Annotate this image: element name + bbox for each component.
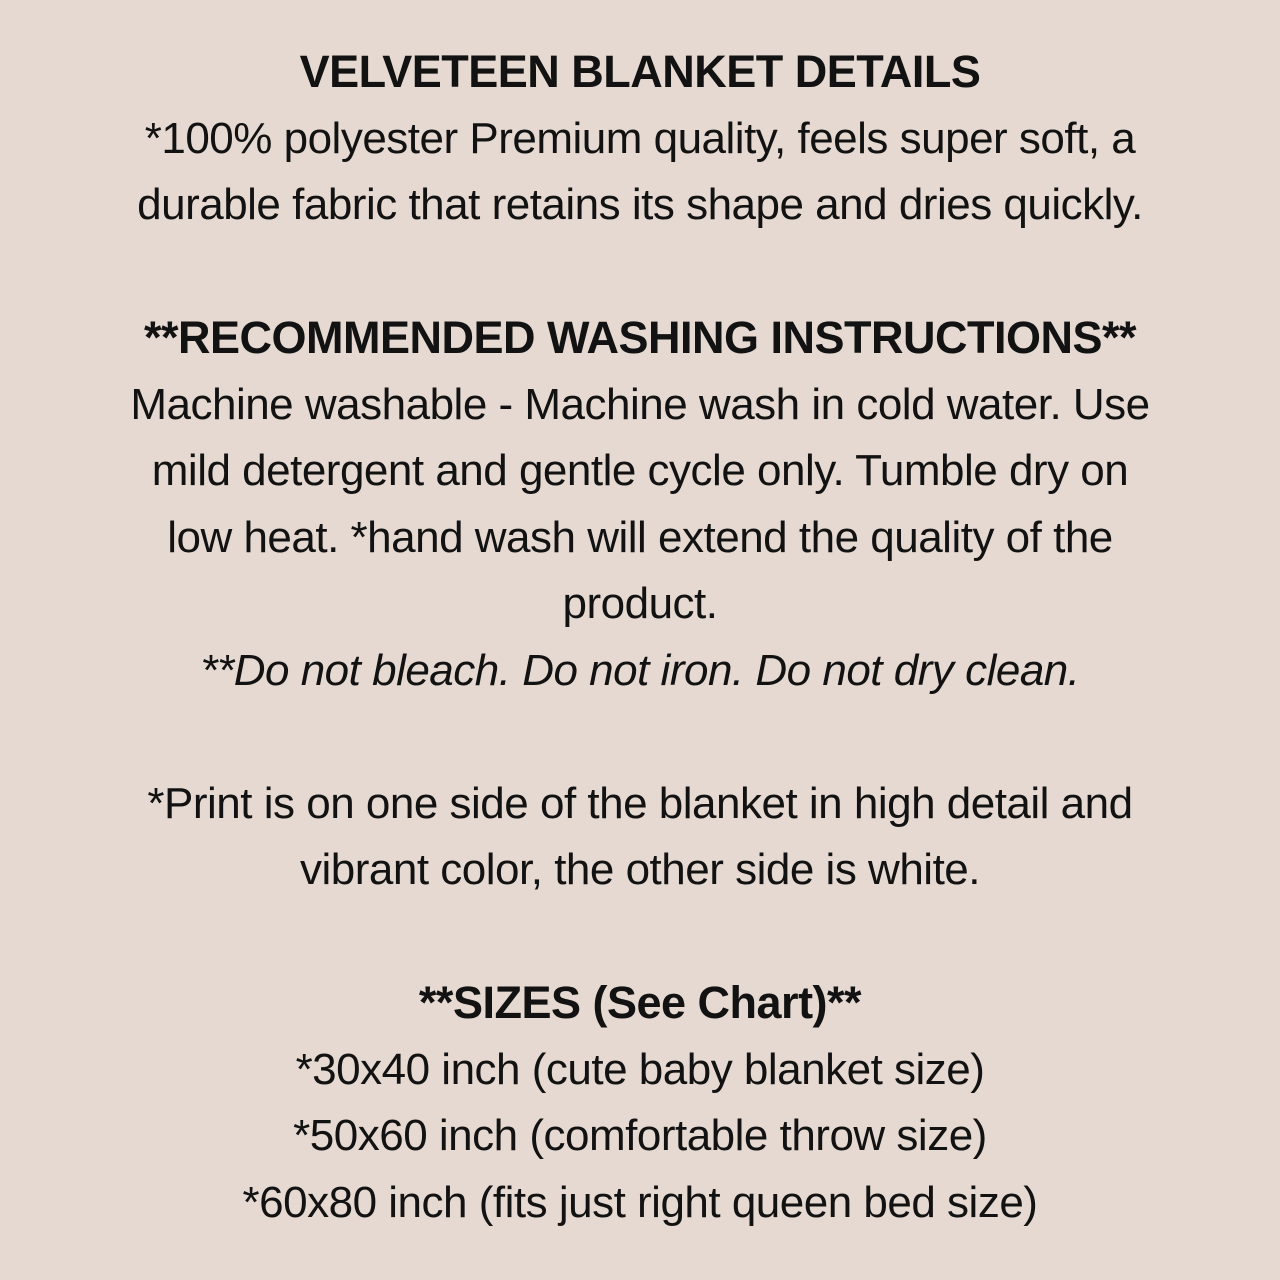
size-item: *30x40 inch (cute baby blanket size) [295, 1044, 985, 1094]
print-note-line: vibrant color, the other side is white. [300, 845, 980, 894]
intro-line: *100% polyester Premium quality, feels super soft, a [144, 113, 1136, 163]
size-item: *60x80 inch (fits just right queen bed size) [242, 1177, 1038, 1227]
page-title: VELVETEEN BLANKET DETAILS [299, 46, 981, 97]
washing-instructions-line: product. [562, 579, 718, 628]
intro-line: durable fabric that retains its shape and dries quickly. [137, 180, 1143, 229]
sizes-heading: **SIZES (See Chart)** [418, 977, 862, 1028]
care-warning-line: **Do not bleach. Do not iron. Do not dry clean. [200, 645, 1080, 695]
washing-instructions-heading: **RECOMMENDED WASHING INSTRUCTIONS** [143, 312, 1137, 363]
washing-instructions-line: low heat. *hand wash will extend the quality of the [167, 512, 1113, 562]
washing-instructions-line: mild detergent and gentle cycle only. Tumble dry on [151, 446, 1129, 495]
print-note-line: *Print is on one side of the blanket in high detail and [147, 778, 1133, 828]
section-spacer [0, 239, 1280, 306]
section-spacer [0, 904, 1280, 971]
size-item: *50x60 inch (comfortable throw size) [293, 1111, 987, 1160]
section-spacer [0, 704, 1280, 771]
washing-instructions-line: Machine washable - Machine wash in cold water. Use [130, 379, 1150, 429]
